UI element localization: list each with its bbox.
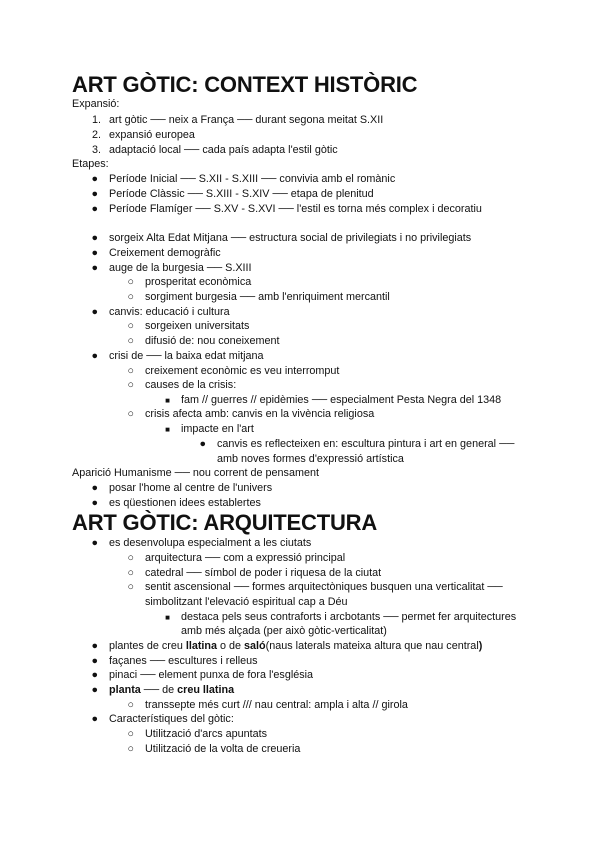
circle-bullet-icon: ○ — [127, 567, 134, 579]
bold-text: planta — [109, 684, 141, 696]
square-bullet-icon: ■ — [165, 613, 170, 622]
bullet-icon: ● — [91, 684, 98, 696]
list-item: art gòtic ── neix a França ── durant segona meitat S.XII — [109, 114, 384, 126]
list-item-continuation: simbolitzant l'elevació espiritual cap a Déu — [145, 596, 348, 608]
list-item: difusió de: nou coneixement — [145, 335, 280, 347]
list-item-plantes — [109, 639, 482, 654]
bullet-icon: ● — [91, 655, 98, 667]
circle-bullet-icon: ○ — [127, 320, 134, 332]
expansio-label: Expansió: — [72, 98, 120, 110]
list-item: causes de la crisis: — [145, 379, 237, 391]
bullet-icon: ● — [91, 713, 98, 725]
bullet-icon: ● — [91, 232, 98, 244]
list-item: posar l'home al centre de l'univers — [109, 482, 273, 494]
list-item: catedral ── símbol de poder i riquesa de la ciutat — [145, 567, 382, 579]
bullet-icon: ● — [91, 188, 98, 200]
bullet-icon: ● — [91, 306, 98, 318]
bullet-icon: ● — [199, 438, 206, 450]
list-item: Període Clàssic ── S.XIII - S.XIV ── etapa de plenitud — [109, 188, 374, 200]
list-item: auge de la burgesia ── S.XIII — [109, 262, 252, 274]
list-item: arquitectura ── com a expressió principal — [145, 552, 346, 564]
list-item: impacte en l'art — [181, 423, 254, 435]
list-item: pinaci ── element punxa de fora l'església — [109, 669, 314, 681]
list-item: Característiques del gòtic: — [109, 713, 234, 725]
circle-bullet-icon: ○ — [127, 291, 134, 303]
list-item: Utilització de la volta de creueria — [145, 743, 301, 755]
list-item: destaca pels seus contraforts i arcbotants ── permet fer arquitectures — [181, 611, 517, 623]
text-run: (naus laterals mateixa altura que nau central — [265, 640, 479, 652]
list-item: adaptació local ── cada país adapta l'estil gòtic — [109, 144, 338, 156]
list-number: 3. — [91, 144, 101, 156]
list-item: sorgeixen universitats — [145, 320, 250, 332]
bullet-icon: ● — [91, 497, 98, 509]
bullet-icon: ● — [91, 669, 98, 681]
circle-bullet-icon: ○ — [127, 699, 134, 711]
list-item: es desenvolupa especialment a les ciutats — [109, 537, 312, 549]
square-bullet-icon: ■ — [165, 396, 170, 405]
circle-bullet-icon: ○ — [127, 365, 134, 377]
bullet-icon: ● — [91, 482, 98, 494]
bullet-icon: ● — [91, 537, 98, 549]
list-item: creixement econòmic es veu interromput — [145, 365, 340, 377]
bold-text: llatina — [185, 640, 218, 652]
list-item-planta — [109, 683, 234, 698]
circle-bullet-icon: ○ — [127, 581, 134, 593]
list-item: sorgeix Alta Edat Mitjana ── estructura social de privilegiats i no privilegiats — [109, 232, 472, 244]
list-item: crisis afecta amb: canvis en la vivència religiosa — [145, 408, 375, 420]
circle-bullet-icon: ○ — [127, 743, 134, 755]
list-item: es qüestionen idees establertes — [109, 497, 261, 509]
list-item-continuation: amb noves formes d'expressió artística — [217, 453, 404, 465]
list-item: fam // guerres // epidèmies ── especialment Pesta Negra del 1348 — [181, 394, 502, 406]
bold-text: ) — [478, 640, 483, 652]
text-run: ── de — [140, 684, 178, 696]
bullet-icon: ● — [91, 203, 98, 215]
list-item: canvis: educació i cultura — [109, 306, 230, 318]
bold-text: saló — [244, 640, 266, 652]
bullet-icon: ● — [91, 350, 98, 362]
list-item: Període Flamíger ── S.XV - S.XVI ── l'estil es torna més complex i decoratiu — [109, 203, 482, 215]
circle-bullet-icon: ○ — [127, 335, 134, 347]
list-item: expansió europea — [109, 129, 195, 141]
list-number: 2. — [91, 129, 101, 141]
list-item: Període Inicial ── S.XII - S.XIII ── convivia amb el romànic — [109, 173, 396, 185]
etapes-label: Etapes: — [72, 158, 109, 170]
bullet-icon: ● — [91, 247, 98, 259]
circle-bullet-icon: ○ — [127, 276, 134, 288]
list-item: sorgiment burgesia ── amb l'enriquiment mercantil — [145, 291, 390, 303]
bold-text: creu llatina — [177, 684, 235, 696]
list-item: façanes ── escultures i relleus — [109, 655, 258, 667]
section-title-context: ART GÒTIC: CONTEXT HISTÒRIC — [72, 72, 418, 97]
bullet-icon: ● — [91, 640, 98, 652]
bullet-icon: ● — [91, 262, 98, 274]
bullet-icon: ● — [91, 173, 98, 185]
section-title-arquitectura: ART GÒTIC: ARQUITECTURA — [72, 510, 378, 535]
list-item: transsepte més curt /// nau central: ampla i alta // girola — [145, 699, 408, 711]
list-item: sentit ascensional ── formes arquitectòniques busquen una verticalitat ── — [145, 581, 503, 593]
list-item: crisi de ── la baixa edat mitjana — [109, 350, 264, 362]
humanisme-label: Aparició Humanisme ── nou corrent de pensament — [72, 467, 319, 479]
square-bullet-icon: ■ — [165, 425, 170, 434]
text-run: o de — [217, 640, 245, 652]
circle-bullet-icon: ○ — [127, 552, 134, 564]
list-number: 1. — [91, 114, 101, 126]
list-item: canvis es reflecteixen en: escultura pintura i art en general ── — [217, 438, 515, 450]
text-run: plantes de creu — [109, 640, 186, 652]
circle-bullet-icon: ○ — [127, 408, 134, 420]
circle-bullet-icon: ○ — [127, 728, 134, 740]
circle-bullet-icon: ○ — [127, 379, 134, 391]
list-item: Creixement demogràfic — [109, 247, 221, 259]
list-item: prosperitat econòmica — [145, 276, 252, 288]
list-item: Utilització d'arcs apuntats — [145, 728, 268, 740]
list-item-continuation: amb més alçada (per això gòtic-verticalitat) — [181, 625, 387, 637]
